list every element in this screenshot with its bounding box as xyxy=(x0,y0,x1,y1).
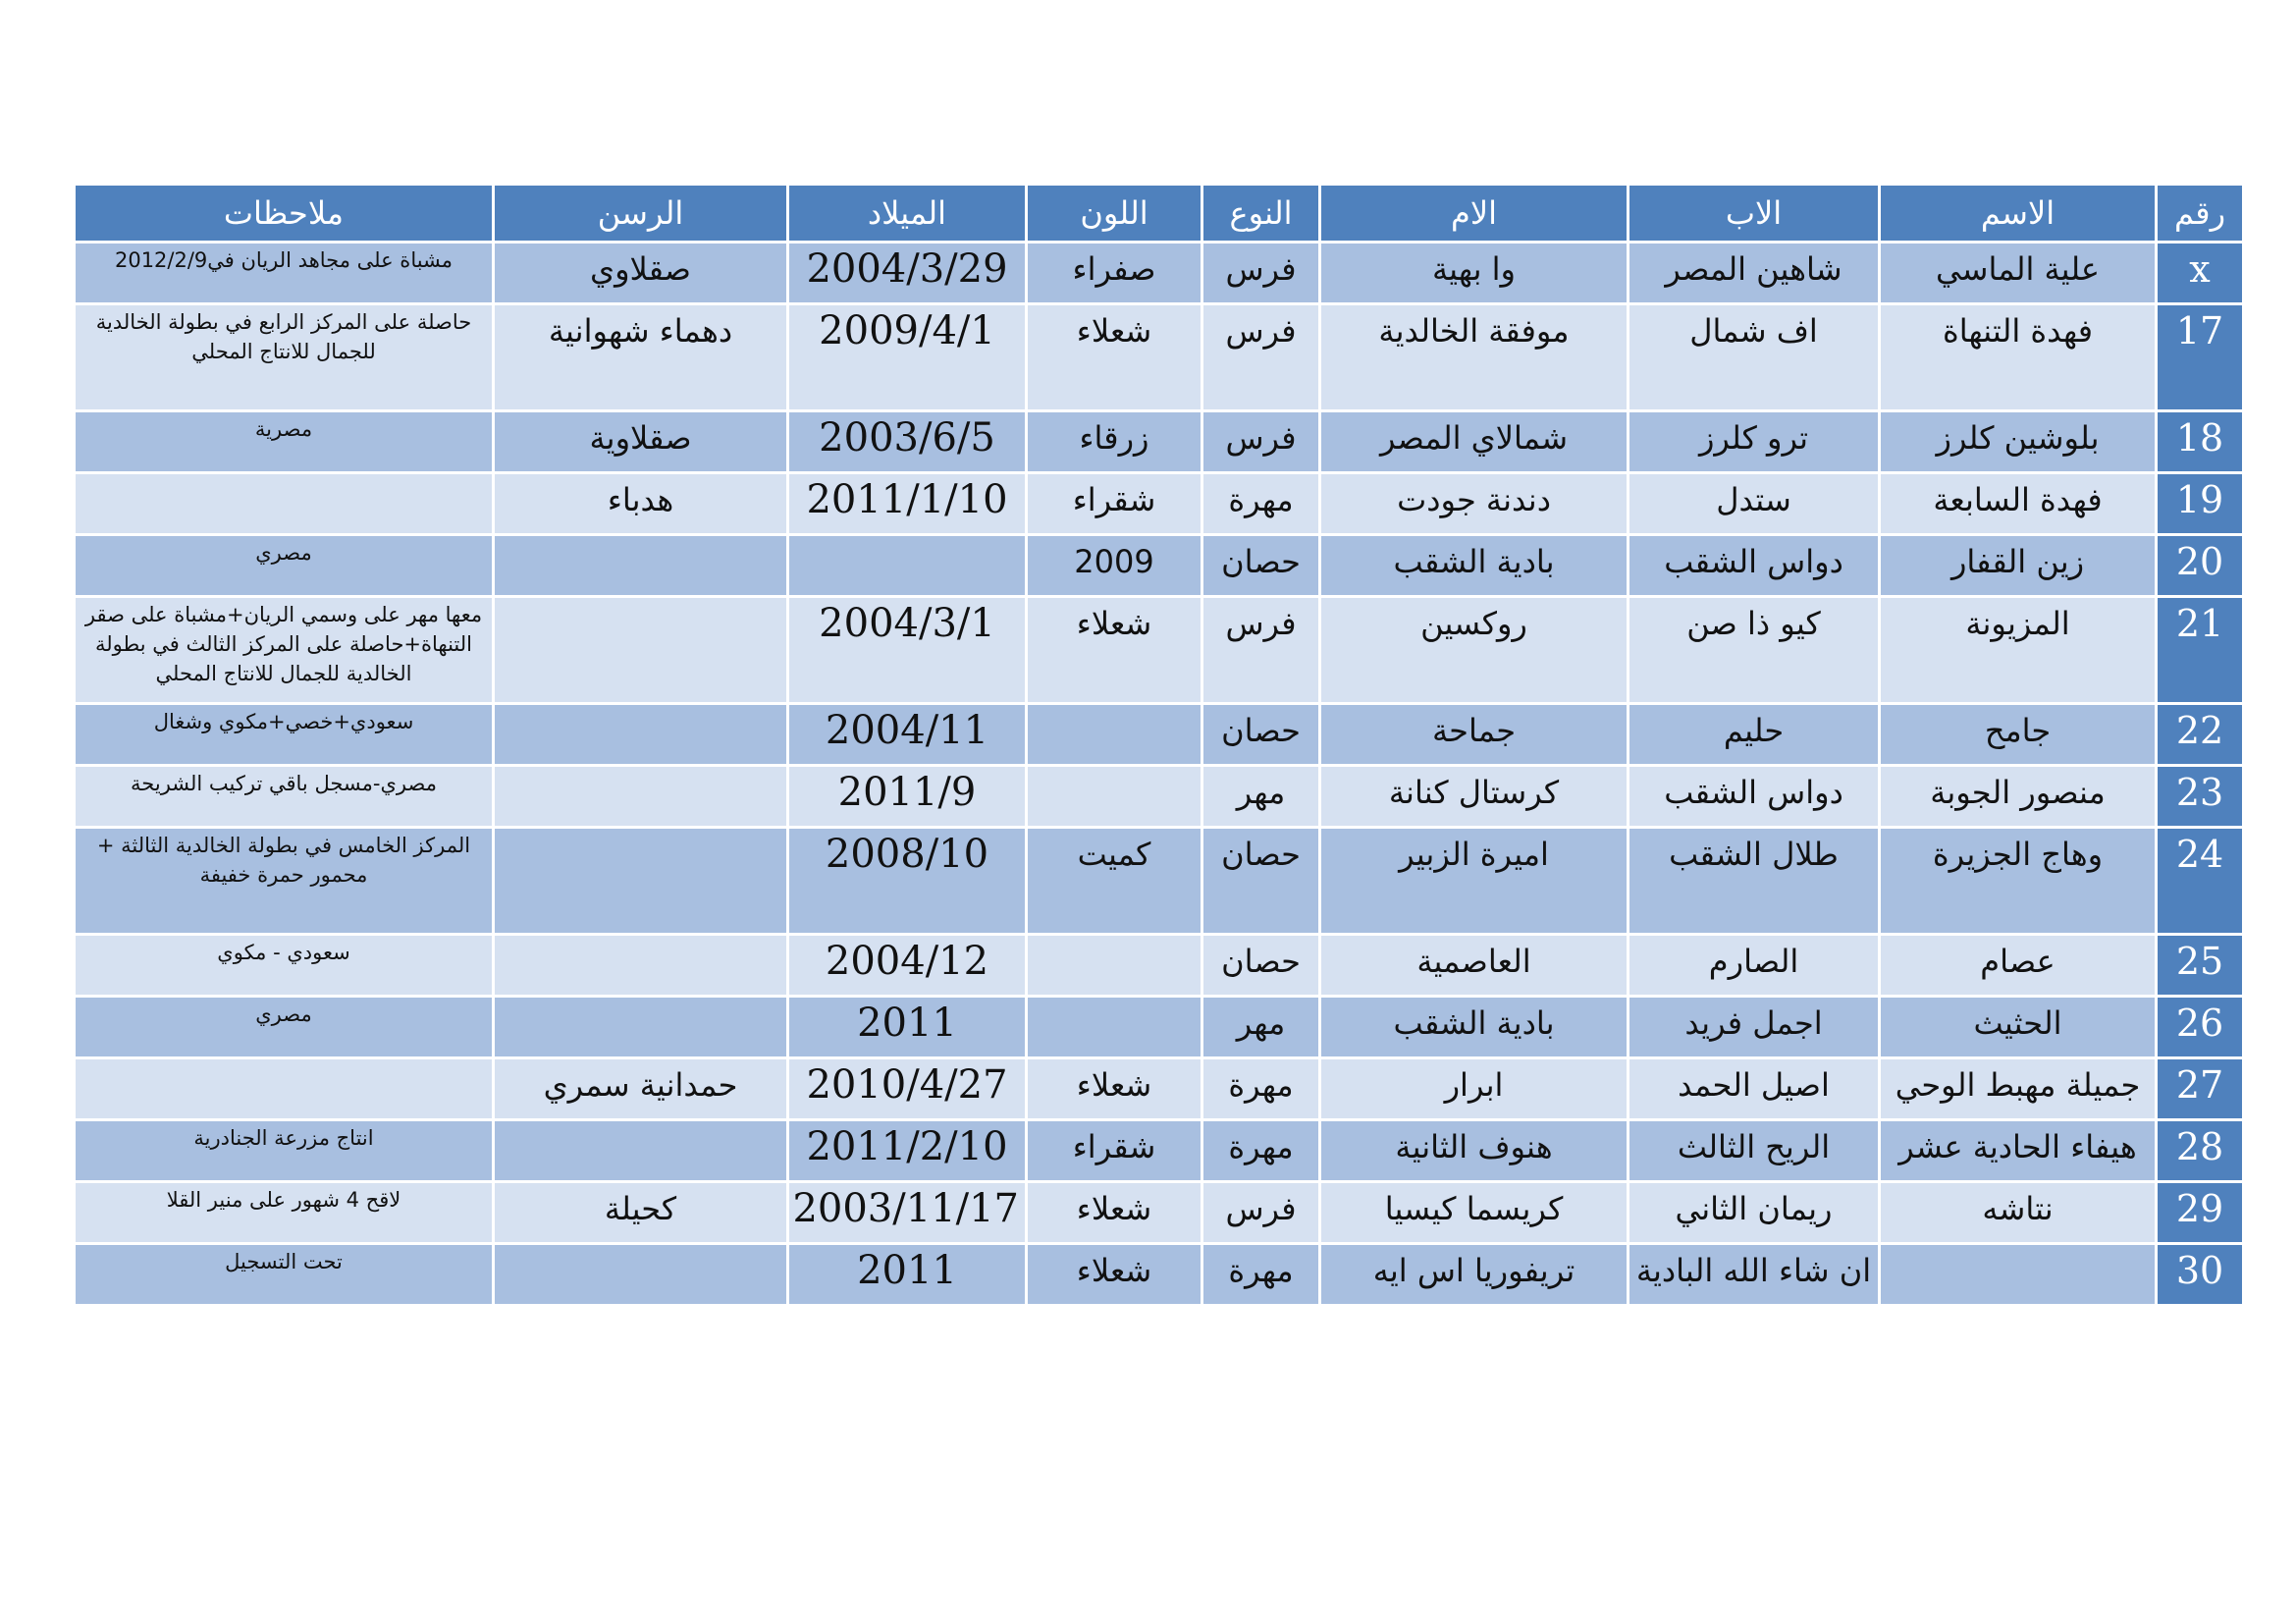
header-sire: الاب xyxy=(1629,186,1878,241)
cell-dam: شمالاي المصر xyxy=(1321,412,1627,471)
cell-name: هيفاء الحادية عشر xyxy=(1881,1121,2155,1180)
cell-dam: وا بهية xyxy=(1321,244,1627,302)
cell-name: منصور الجوبة xyxy=(1881,767,2155,826)
cell-birth: 2011 xyxy=(789,1245,1025,1304)
header-number: رقم xyxy=(2158,186,2242,241)
cell-line xyxy=(495,1245,786,1304)
cell-sire: دواس الشقب xyxy=(1629,536,1878,595)
cell-notes xyxy=(76,474,492,533)
cell-sire: اصيل الحمد xyxy=(1629,1059,1878,1118)
cell-number: 25 xyxy=(2158,936,2242,995)
cell-number: 24 xyxy=(2158,829,2242,933)
cell-number: 27 xyxy=(2158,1059,2242,1118)
cell-type: مهرة xyxy=(1203,474,1318,533)
table-row xyxy=(76,1121,2242,1180)
cell-line: دهماء شهوانية xyxy=(495,305,786,409)
table-row xyxy=(76,244,2242,302)
cell-color: شعلاء xyxy=(1028,598,1201,702)
cell-name: المزيونة xyxy=(1881,598,2155,702)
cell-notes: سعودي - مكوي xyxy=(76,936,492,995)
cell-color: شعلاء xyxy=(1028,1183,1201,1242)
cell-type: فرس xyxy=(1203,1183,1318,1242)
cell-birth: 2004/3/29 xyxy=(789,244,1025,302)
cell-birth: 2011/2/10 xyxy=(789,1121,1025,1180)
header-row xyxy=(76,186,2242,241)
header-type: النوع xyxy=(1203,186,1318,241)
cell-dam: موفقة الخالدية xyxy=(1321,305,1627,409)
cell-line: صقلاوية xyxy=(495,412,786,471)
cell-color: 2009 xyxy=(1028,536,1201,595)
cell-sire: شاهين المصر xyxy=(1629,244,1878,302)
cell-number: 26 xyxy=(2158,998,2242,1056)
table-row xyxy=(76,412,2242,471)
table-row xyxy=(76,1245,2242,1304)
header-birth: الميلاد xyxy=(789,186,1025,241)
cell-name: بلوشين كلرز xyxy=(1881,412,2155,471)
cell-color: صفراء xyxy=(1028,244,1201,302)
cell-line xyxy=(495,998,786,1056)
table-row xyxy=(76,1183,2242,1242)
cell-birth: 2004/3/1 xyxy=(789,598,1025,702)
cell-type: حصان xyxy=(1203,829,1318,933)
cell-type: حصان xyxy=(1203,536,1318,595)
cell-line xyxy=(495,936,786,995)
cell-line xyxy=(495,767,786,826)
cell-birth: 2009/4/1 xyxy=(789,305,1025,409)
cell-color xyxy=(1028,705,1201,764)
cell-type: حصان xyxy=(1203,705,1318,764)
cell-line xyxy=(495,598,786,702)
table-row xyxy=(76,474,2242,533)
cell-name: فهدة السابعة xyxy=(1881,474,2155,533)
cell-sire: ريمان الثاني xyxy=(1629,1183,1878,1242)
horse-registry-table xyxy=(73,183,2245,1307)
cell-line xyxy=(495,829,786,933)
cell-sire: دواس الشقب xyxy=(1629,767,1878,826)
cell-birth: 2010/4/27 xyxy=(789,1059,1025,1118)
table-row xyxy=(76,305,2242,409)
cell-type: مهرة xyxy=(1203,1121,1318,1180)
cell-type: فرس xyxy=(1203,598,1318,702)
cell-color: شعلاء xyxy=(1028,1245,1201,1304)
cell-dam: جماحة xyxy=(1321,705,1627,764)
cell-birth: 2003/6/5 xyxy=(789,412,1025,471)
table-row xyxy=(76,598,2242,702)
header-notes: ملاحظات xyxy=(76,186,492,241)
cell-notes: لاقح 4 شهور على منير القلا xyxy=(76,1183,492,1242)
cell-name: الحثيث xyxy=(1881,998,2155,1056)
cell-number: 22 xyxy=(2158,705,2242,764)
cell-number: 29 xyxy=(2158,1183,2242,1242)
cell-number: 30 xyxy=(2158,1245,2242,1304)
cell-birth: 2011/1/10 xyxy=(789,474,1025,533)
cell-dam: هنوف الثانية xyxy=(1321,1121,1627,1180)
cell-name: جميلة مهبط الوحي xyxy=(1881,1059,2155,1118)
cell-color xyxy=(1028,936,1201,995)
cell-notes: سعودي+خصي+مكوي وشغال xyxy=(76,705,492,764)
cell-line xyxy=(495,705,786,764)
cell-birth: 2008/10 xyxy=(789,829,1025,933)
cell-sire: ان شاء الله البادية xyxy=(1629,1245,1878,1304)
cell-color: شقراء xyxy=(1028,1121,1201,1180)
cell-dam: دندنة جودت xyxy=(1321,474,1627,533)
cell-number: 21 xyxy=(2158,598,2242,702)
header-line: الرسن xyxy=(495,186,786,241)
cell-notes: مصري xyxy=(76,998,492,1056)
cell-notes: انتاج مزرعة الجنادرية xyxy=(76,1121,492,1180)
cell-notes: مشباة على مجاهد الريان في2012/2/9 xyxy=(76,244,492,302)
cell-birth: 2004/12 xyxy=(789,936,1025,995)
cell-sire: اف شمال xyxy=(1629,305,1878,409)
cell-number: 20 xyxy=(2158,536,2242,595)
cell-dam: العاصمية xyxy=(1321,936,1627,995)
cell-birth: 2003/11/17 xyxy=(789,1183,1025,1242)
cell-notes: مصري xyxy=(76,536,492,595)
cell-notes: تحت التسجيل xyxy=(76,1245,492,1304)
table-row xyxy=(76,536,2242,595)
cell-color: كميت xyxy=(1028,829,1201,933)
cell-type: فرس xyxy=(1203,305,1318,409)
cell-type: مهرة xyxy=(1203,1245,1318,1304)
cell-birth: 2011 xyxy=(789,998,1025,1056)
cell-sire: ترو كلرز xyxy=(1629,412,1878,471)
cell-dam: روكسين xyxy=(1321,598,1627,702)
cell-type: مهر xyxy=(1203,767,1318,826)
cell-name: فهدة التنهاة xyxy=(1881,305,2155,409)
cell-number: x xyxy=(2158,244,2242,302)
header-dam: الام xyxy=(1321,186,1627,241)
cell-number: 23 xyxy=(2158,767,2242,826)
cell-type: فرس xyxy=(1203,412,1318,471)
cell-color: شقراء xyxy=(1028,474,1201,533)
cell-number: 17 xyxy=(2158,305,2242,409)
cell-sire: كيو ذا صن xyxy=(1629,598,1878,702)
cell-sire: الريح الثالث xyxy=(1629,1121,1878,1180)
header-color: اللون xyxy=(1028,186,1201,241)
cell-sire: ستدل xyxy=(1629,474,1878,533)
cell-dam: تريفوريا اس ايه xyxy=(1321,1245,1627,1304)
cell-number: 28 xyxy=(2158,1121,2242,1180)
table-row xyxy=(76,767,2242,826)
cell-type: فرس xyxy=(1203,244,1318,302)
cell-dam: بادية الشقب xyxy=(1321,536,1627,595)
cell-number: 18 xyxy=(2158,412,2242,471)
cell-notes: مصري-مسجل باقي تركيب الشريحة xyxy=(76,767,492,826)
cell-line: حمدانية سمري xyxy=(495,1059,786,1118)
cell-notes: مصرية xyxy=(76,412,492,471)
cell-color: زرقاء xyxy=(1028,412,1201,471)
cell-dam: ابرار xyxy=(1321,1059,1627,1118)
cell-sire: حليم xyxy=(1629,705,1878,764)
header-name: الاسم xyxy=(1881,186,2155,241)
cell-name: زين القفار xyxy=(1881,536,2155,595)
cell-notes: المركز الخامس في بطولة الخالدية الثالثة + محمور حمرة خفيفة xyxy=(76,829,492,933)
cell-line: صقلاوي xyxy=(495,244,786,302)
cell-line: كحيلة xyxy=(495,1183,786,1242)
cell-color xyxy=(1028,998,1201,1056)
cell-line xyxy=(495,536,786,595)
cell-dam: اميرة الزبير xyxy=(1321,829,1627,933)
cell-number: 19 xyxy=(2158,474,2242,533)
cell-notes xyxy=(76,1059,492,1118)
cell-dam: كرستال كنانة xyxy=(1321,767,1627,826)
table-row xyxy=(76,829,2242,933)
cell-birth xyxy=(789,536,1025,595)
cell-notes: معها مهر على وسمي الريان+مشباة على صقر التنهاة+حاصلة على المركز الثالث في بطولة الخالدية للجمال للانتاج المحلي xyxy=(76,598,492,702)
cell-notes: حاصلة على المركز الرابع في بطولة الخالدية للجمال للانتاج المحلي xyxy=(76,305,492,409)
cell-name: عصام xyxy=(1881,936,2155,995)
cell-color: شعلاء xyxy=(1028,305,1201,409)
cell-birth: 2004/11 xyxy=(789,705,1025,764)
cell-dam: بادية الشقب xyxy=(1321,998,1627,1056)
cell-name: نتاشه xyxy=(1881,1183,2155,1242)
cell-type: مهرة xyxy=(1203,1059,1318,1118)
cell-dam: كريسما كيسيا xyxy=(1321,1183,1627,1242)
cell-name: علية الماسي xyxy=(1881,244,2155,302)
table-row xyxy=(76,705,2242,764)
cell-sire: اجمل فريد xyxy=(1629,998,1878,1056)
cell-name: جامح xyxy=(1881,705,2155,764)
cell-name: وهاج الجزيرة xyxy=(1881,829,2155,933)
horse-registry-sheet xyxy=(79,183,2245,1307)
table-row xyxy=(76,998,2242,1056)
cell-line xyxy=(495,1121,786,1180)
cell-name xyxy=(1881,1245,2155,1304)
cell-birth: 2011/9 xyxy=(789,767,1025,826)
cell-color: شعلاء xyxy=(1028,1059,1201,1118)
cell-color xyxy=(1028,767,1201,826)
table-row xyxy=(76,936,2242,995)
cell-line: هدباء xyxy=(495,474,786,533)
cell-type: حصان xyxy=(1203,936,1318,995)
cell-sire: الصارم xyxy=(1629,936,1878,995)
cell-sire: طلال الشقب xyxy=(1629,829,1878,933)
table-row xyxy=(76,1059,2242,1118)
cell-type: مهر xyxy=(1203,998,1318,1056)
